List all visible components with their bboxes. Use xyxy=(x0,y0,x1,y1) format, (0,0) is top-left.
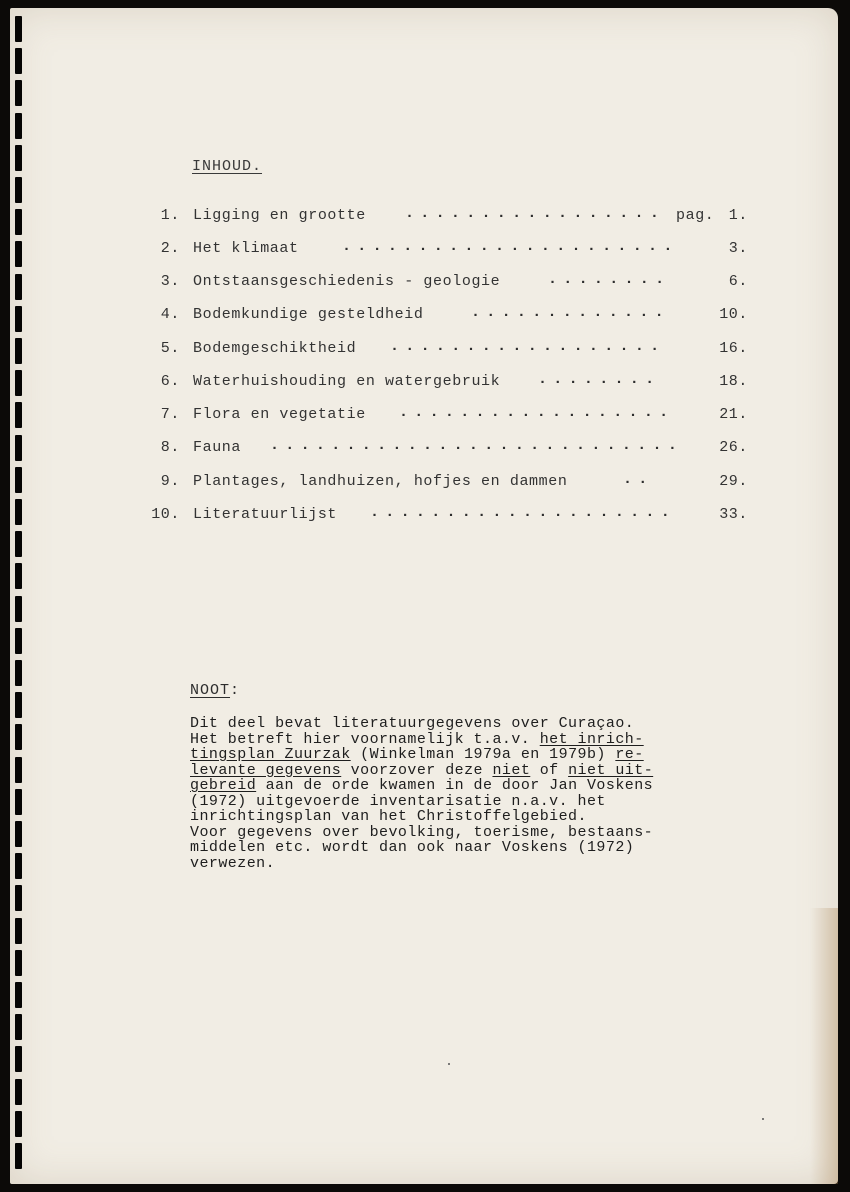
toc-entry-number: 5. xyxy=(160,340,180,357)
underlined-text: niet uit- xyxy=(568,761,654,779)
toc-entry-number: 8. xyxy=(160,439,180,456)
toc-leader-dots: .................. xyxy=(399,404,675,421)
binding-hole xyxy=(15,306,22,332)
toc-entry-label: Bodemkundige gesteldheid xyxy=(193,306,424,323)
toc-entry xyxy=(10,506,850,528)
binding-hole xyxy=(15,628,22,654)
binding-hole xyxy=(15,692,22,718)
binding-hole xyxy=(15,16,22,42)
note-line xyxy=(190,856,653,872)
binding-hole xyxy=(15,370,22,396)
underlined-text: gebreid xyxy=(190,777,257,794)
toc-leader-dots: ........................... xyxy=(270,437,684,454)
toc-entry-number: 1. xyxy=(160,207,180,224)
paper-page xyxy=(10,8,838,1184)
binding-hole xyxy=(15,113,22,139)
toc-leader-dots: ...................... xyxy=(342,238,679,255)
binding-hole xyxy=(15,821,22,847)
binding-hole xyxy=(15,177,22,203)
toc-entry-label: Plantages, landhuizen, hofjes en dammen xyxy=(193,473,568,490)
toc-entry-page: 10. xyxy=(719,306,748,323)
toc-entry-label: Ontstaansgeschiedenis - geologie xyxy=(193,273,501,290)
underlined-text: tingsplan Zuurzak xyxy=(190,746,351,763)
toc-entry-page: 29. xyxy=(719,473,748,490)
note-body xyxy=(190,716,653,871)
note-text: (1972) uitgevoerde inventarisatie n.a.v. het xyxy=(190,792,606,810)
note-text: Dit deel bevat literatuurgegevens over Curaçao. xyxy=(190,715,635,732)
binding-hole xyxy=(15,660,22,686)
note-text: voorzover deze xyxy=(341,761,493,779)
toc-leader-dots: ........ xyxy=(548,271,671,288)
toc-entry-page: 3. xyxy=(728,240,748,257)
contents-title: INHOUD. xyxy=(192,158,263,175)
note-line xyxy=(190,716,653,732)
binding-hole xyxy=(15,563,22,589)
binding-hole xyxy=(15,80,22,106)
binding-hole xyxy=(15,435,22,461)
toc-entry xyxy=(10,306,850,328)
toc-entry-page: 1. xyxy=(728,207,748,224)
binding-hole xyxy=(15,1079,22,1105)
note-line xyxy=(190,763,653,779)
toc-entry-page: 16. xyxy=(719,340,748,357)
binding-hole xyxy=(15,1143,22,1169)
toc-entry-page: 18. xyxy=(719,373,748,390)
toc-entry-page: 21. xyxy=(719,406,748,423)
toc-leader-dots: ............. xyxy=(471,304,670,321)
binding-hole xyxy=(15,918,22,944)
toc-entry-label: Ligging en grootte xyxy=(193,207,366,224)
note-line xyxy=(190,794,653,810)
note-line xyxy=(190,778,653,794)
toc-entry-number: 7. xyxy=(160,406,180,423)
binding-hole xyxy=(15,467,22,493)
toc-entry xyxy=(10,406,850,428)
toc-entry-number: 10. xyxy=(151,506,180,523)
binding-hole xyxy=(15,1111,22,1137)
binding-hole xyxy=(15,950,22,976)
binding-hole xyxy=(15,853,22,879)
note-text: (Winkelman 1979a en 1979b) xyxy=(350,746,616,763)
binding-hole xyxy=(15,531,22,557)
toc-entry-number: 6. xyxy=(160,373,180,390)
binding-hole xyxy=(15,209,22,235)
underlined-text: levante gegevens xyxy=(190,761,342,779)
toc-entry-label: Fauna xyxy=(193,439,242,456)
note-line xyxy=(190,747,653,763)
binding-hole xyxy=(15,274,22,300)
binding-hole xyxy=(15,499,22,525)
toc-entry-label: Het klimaat xyxy=(193,240,299,257)
toc-entry-label: Literatuurlijst xyxy=(193,506,338,523)
paper-speck xyxy=(762,1118,764,1120)
note-text: verwezen. xyxy=(190,854,276,872)
toc-entry xyxy=(10,439,850,461)
toc-entry-label: Bodemgeschiktheid xyxy=(193,340,357,357)
note-heading xyxy=(190,682,240,699)
toc-leader-dots: ........ xyxy=(538,371,661,388)
binding-hole xyxy=(15,145,22,171)
binding-hole xyxy=(15,1046,22,1072)
note-text: Voor gegevens over bevolking, toerisme, bestaans- xyxy=(190,823,654,841)
binding-hole xyxy=(15,885,22,911)
toc-entry-number: 2. xyxy=(160,240,180,257)
toc-entry xyxy=(10,240,850,262)
binding-hole xyxy=(15,982,22,1008)
toc-entry xyxy=(10,207,850,229)
note-text: inrichtingsplan van het Christoffelgebied. xyxy=(190,808,587,825)
note-text: of xyxy=(530,761,569,779)
toc-entry-number: 3. xyxy=(160,273,180,290)
toc-leader-dots: .. xyxy=(623,471,654,488)
binding-hole xyxy=(15,1014,22,1040)
toc-entry-number: 9. xyxy=(160,473,180,490)
binding-hole xyxy=(15,789,22,815)
toc-entry xyxy=(10,273,850,295)
toc-entry xyxy=(10,340,850,362)
binding-hole xyxy=(15,338,22,364)
toc-entry-page: 26. xyxy=(719,439,748,456)
binding-hole xyxy=(15,402,22,428)
toc-leader-dots: .................. xyxy=(390,338,666,355)
note-heading-label: NOOT xyxy=(190,682,231,699)
toc-entry-label: Flora en vegetatie xyxy=(193,406,366,423)
binding-hole xyxy=(15,757,22,783)
underlined-text: re- xyxy=(615,746,644,763)
toc-entry xyxy=(10,473,850,495)
binding-hole xyxy=(15,596,22,622)
note-heading-colon: : xyxy=(230,682,241,699)
binding-hole xyxy=(15,241,22,267)
toc-entry xyxy=(10,373,850,395)
note-line xyxy=(190,809,653,825)
note-line xyxy=(190,840,653,856)
note-text: Het betreft hier voornamelijk t.a.v. xyxy=(190,730,540,748)
paper-speck xyxy=(448,1063,450,1065)
note-text: middelen etc. wordt dan ook naar Voskens (1972) xyxy=(190,839,635,856)
toc-leader-dots: ................. xyxy=(405,205,666,222)
underlined-text: het inrich- xyxy=(539,730,644,748)
note-text: aan de orde kwamen in de door Jan Voskens xyxy=(256,777,654,794)
toc-entry-page: 6. xyxy=(728,273,748,290)
binding-hole xyxy=(15,48,22,74)
toc-leader-dots: .................... xyxy=(370,504,677,521)
toc-entry-label: Waterhuishouding en watergebruik xyxy=(193,373,501,390)
toc-entry-page: 33. xyxy=(719,506,748,523)
note-line xyxy=(190,732,653,748)
binding-hole xyxy=(15,724,22,750)
toc-page-prefix: pag. xyxy=(676,207,715,224)
underlined-text: niet xyxy=(492,761,531,779)
toc-entry-number: 4. xyxy=(160,306,180,323)
note-line xyxy=(190,825,653,841)
